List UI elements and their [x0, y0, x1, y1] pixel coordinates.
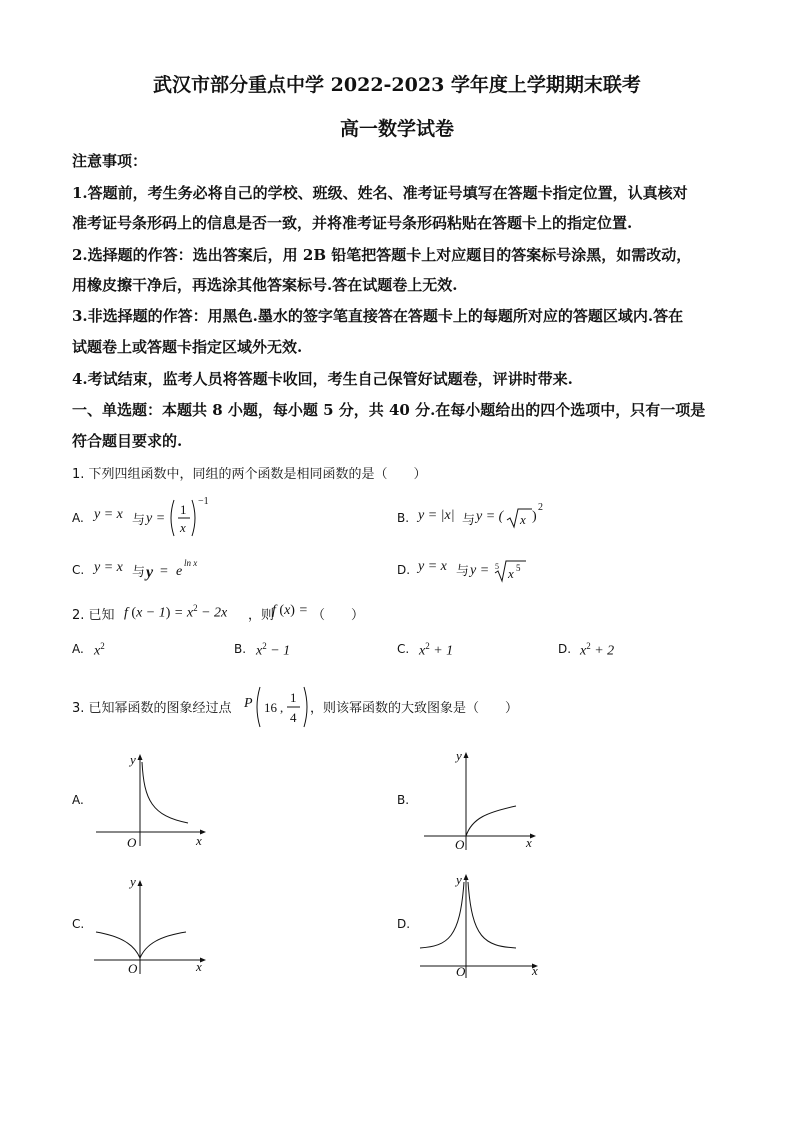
q3-point-y-den: 4	[290, 710, 297, 725]
q3-point-x: 16	[264, 700, 277, 715]
svg-text:y: y	[456, 872, 462, 887]
section-heading: 一、单选题：本题共 8 小题，每小题 5 分，共 40 分.在每小题给出的四个选项中，只有一项是	[72, 401, 706, 419]
svg-text:x: x	[520, 512, 526, 527]
svg-text:y: y	[130, 874, 136, 889]
svg-text:1: 1	[180, 502, 187, 517]
q1-option-c-label: C.	[72, 563, 85, 577]
q1-option-a-formula: y = x 与 y = 1 x −1	[94, 496, 209, 535]
q1-option-b-formula: y = |x| 与 y = ( x ) 2	[418, 502, 543, 528]
svg-text:O: O	[128, 961, 138, 976]
notice-line: 准考证号条形码上的信息是否一致，并将准考证号条形码粘贴在答题卡上的指定位置.	[72, 214, 633, 232]
notice-line: 4.考试结束，监考人员将答题卡收回，考生自己保管好试题卷，评讲时带来.	[72, 370, 573, 388]
notice-line: 1.答题前，考生务必将自己的学校、班级、姓名、准考证号填写在答题卡指定位置，认真核对	[72, 184, 688, 202]
notice-line: 用橡皮擦干净后，再选涂其他答案标号.答在试题卷上无效.	[72, 276, 458, 294]
q3-graph-b	[420, 746, 550, 854]
q3-option-b-label: B.	[397, 793, 410, 807]
svg-text:x: x	[532, 963, 538, 978]
q2-option-b-label: B.	[234, 642, 247, 656]
q2-option-c-formula: $x^2 + 1$	[419, 641, 454, 659]
svg-text:x: x	[196, 959, 202, 974]
q2-option-d-label: D.	[558, 642, 572, 656]
q1-option-d-label: D.	[397, 563, 411, 577]
q3-graph-d	[416, 868, 550, 980]
exam-subtitle: 高一数学试卷	[339, 118, 454, 140]
svg-text:x: x	[196, 833, 202, 848]
notice-line: 2.选择题的作答：选出答案后，用 2B 铅笔把答题卡上对应题目的答案标号涂黑，如需改动，	[72, 246, 692, 264]
svg-text:x: x	[526, 835, 532, 850]
q2-option-d-formula: $x^2 + 2$	[580, 641, 615, 659]
q1-option-a-label: A.	[72, 511, 84, 525]
svg-text:y: y	[456, 748, 462, 763]
svg-text:5: 5	[495, 562, 499, 571]
q3-option-c-label: C.	[72, 917, 85, 931]
q3-graph-a	[90, 748, 215, 853]
question-2-stem: 2. 已知 f $(x - 1) = x^2 - 2x$ ，则 f (x) = （ ）	[72, 603, 365, 623]
svg-text:,: ,	[280, 700, 284, 715]
q2-option-b-formula: $x^2 - 1$	[256, 641, 291, 659]
question-1-stem: 1. 下列四组函数中，同组的两个函数是相同函数的是（ ）	[72, 467, 427, 482]
notice-line: 试题卷上或答题卡指定区域外无效.	[72, 338, 303, 356]
notice-line: 3.非选择题的作答：用黑色.墨水的签字笔直接答在答题卡上的每题所对应的答题区域内.答在	[72, 307, 684, 325]
svg-text:5: 5	[516, 563, 521, 573]
notice-heading: 注意事项：	[72, 152, 148, 170]
q3-option-a-label: A.	[72, 793, 84, 807]
svg-text:−1: −1	[198, 496, 209, 507]
q1-option-d-formula: y = x 与 y = 5 x 5	[418, 555, 568, 585]
section-heading-cont: 符合题目要求的.	[72, 432, 183, 450]
svg-text:x: x	[180, 520, 186, 535]
svg-text:O: O	[127, 835, 137, 850]
svg-text:y: y	[130, 752, 136, 767]
svg-text:x: x	[508, 566, 514, 581]
q1-option-c-formula: y = x 与 y = e ln x	[94, 558, 198, 581]
svg-text:O: O	[455, 837, 465, 852]
q3-point-y-num: 1	[290, 690, 297, 705]
q2-option-a-formula: $x^2$	[94, 641, 105, 659]
svg-text:O: O	[456, 964, 466, 979]
q1-option-b-label: B.	[397, 511, 410, 525]
q2-option-a-label: A.	[72, 642, 84, 656]
q2-option-c-label: C.	[397, 642, 410, 656]
q3-graph-c	[90, 874, 215, 978]
question-3-stem: 3. 已知幂函数的图象经过点 P 16 , 1 4 ，则该幂函数的大致图象是（ ）	[72, 684, 572, 730]
q3-option-d-label: D.	[397, 917, 411, 931]
exam-title: 武汉市部分重点中学 2022-2023 学年度上学期期末联考	[153, 74, 641, 96]
